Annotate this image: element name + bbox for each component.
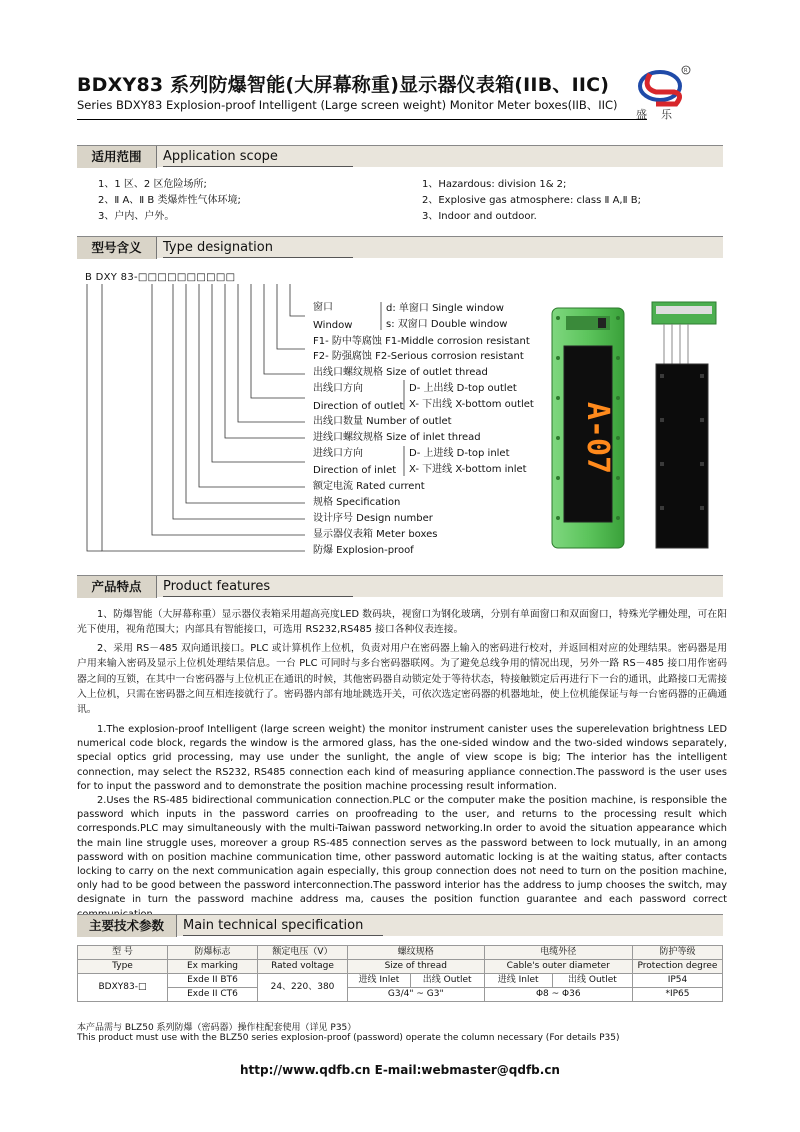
label-outlet-number: 出线口数量 Number of outlet (313, 416, 452, 427)
led-display-text: A-07 (580, 401, 615, 475)
table-header-row-en (78, 960, 723, 974)
product-image (548, 298, 726, 552)
th-ip-cn: 防护等级 (633, 946, 723, 960)
cell-cable: Φ8 ~ Φ36 (484, 988, 632, 1002)
table-row (78, 974, 723, 988)
section-title-cn: 产品特点 (77, 576, 157, 598)
cell-ex-1: Exde II BT6 (168, 974, 258, 988)
section-title-cn: 主要技术参数 (77, 915, 177, 937)
feature-paragraph-en-1: 1.The explosion-proof Intelligent (large screen weight) the monitor instrument canister uses the superelevation brightness LED numerical code block, regards the window is the armored glass, has the one-sided window and the two-sided windows separately, special optics grid processing, may use under the sunlight, the angle of view scope is big; The interior has the intelligent connection, may select the RS232, RS485 connection each kind of measuring appliance connection.The password is the user uses for to input the password and to demonstrate the position machine processing result information. (77, 724, 727, 792)
label-bottom-outlet: X- 下出线 X-bottom outlet (409, 399, 534, 410)
section-underline (183, 935, 383, 936)
label-double-window: s: 双窗口 Double window (386, 319, 508, 330)
section-title-en: Application scope (163, 149, 278, 164)
note-en: This product must use with the BLZ50 series explosion-proof (password) operate the column necessary (For details P35) (77, 1033, 620, 1043)
th-voltage-cn: 额定电压（V） (258, 946, 348, 960)
label-top-inlet: D- 上进线 D-top inlet (409, 448, 510, 459)
cell-cable-outlet: 出线 Outlet (552, 974, 632, 988)
scope-item: 3、户内、户外。 (98, 211, 175, 222)
cell-ex-2: Exde II CT6 (168, 988, 258, 1002)
scope-item: 2、Explosive gas atmosphere: class Ⅱ A,Ⅱ B; (422, 195, 641, 206)
scope-item: 1、Hazardous: division 1& 2; (422, 179, 567, 190)
th-thread-en: Size of thread (348, 960, 485, 974)
cell-thread-outlet: 出线 Outlet (410, 974, 484, 988)
feature-paragraph-cn-1: 1、防爆智能（大屏幕称重）显示器仪表箱采用超高亮度LED 数码块，视窗口为钢化玻璃，分别有单面窗口和双面窗口，特殊光学栅处理，可在阳光下使用，视角范围大；内部具有智能接口，可选用 RS232,RS485 接口各种仪表连接。 (77, 609, 727, 636)
label-outlet-direction-en: Direction of outlet (313, 401, 404, 412)
type-code: B DXY 83-□□□□□□□□□□ (85, 272, 236, 283)
page-title: BDXY83 系列防爆智能(大屏幕称重)显示器仪表箱(IIB、IIC) (77, 74, 610, 96)
section-bar-features (77, 575, 723, 597)
section-bar-spec (77, 914, 723, 936)
label-window-en: Window (313, 320, 353, 331)
cell-thread-inlet: 进线 Inlet (348, 974, 411, 988)
registered-mark: R (684, 68, 688, 74)
section-title-cn: 适用范围 (77, 146, 157, 168)
label-design-number: 设计序号 Design number (313, 513, 433, 524)
label-rated-current: 额定电流 Rated current (313, 481, 425, 492)
section-title-cn: 型号含义 (77, 237, 157, 259)
label-meter-boxes: 显示器仪表箱 Meter boxes (313, 529, 438, 540)
footer-contact[interactable]: http://www.qdfb.cn E-mail:webmaster@qdfb.cn (240, 1063, 560, 1077)
label-inlet-direction-cn: 进线口方向 (313, 448, 363, 459)
label-outlet-direction-cn: 出线口方向 (313, 383, 363, 394)
label-specification: 规格 Specification (313, 497, 401, 508)
label-f1: F1- 防中等腐蚀 F1-Middle corrosion resistant (313, 336, 530, 347)
label-window-cn: 窗口 (313, 302, 333, 313)
scope-item: 2、Ⅱ A、Ⅱ B 类爆炸性气体环境; (98, 195, 241, 206)
feature-paragraph-cn-2: 2、采用 RS－485 双向通讯接口。PLC 或计算机作上位机，负责对用户在密码器上输入的密码进行校对，并返回相对应的处理结果。密码器是用户用来输入密码及显示上位机处理结果信息。一台 PLC 可同时与多台密码器联网。为了避免总线争用的情况出现，另外一路 RS－485 接口用作密码器之间的互锁，在其中一台密码器与上位机正在通讯的时候，其他密码器自动锁定处于等待状态，特接触锁定后再进行下一台的通讯，此路接口无需接入上位机，只需在密码器之间互相连接就行了。密码器内部有地址跳选开关，可依次选定密码器的机器地址，使上位机能保证与每一台密码器的正确通讯。 (77, 643, 727, 716)
scope-item: 3、Indoor and outdoor. (422, 211, 537, 222)
th-type-cn: 型 号 (78, 946, 168, 960)
brand-logo-text: 盛乐 (636, 108, 686, 121)
feature-paragraph-en-2: 2.Uses the RS-485 bidirectional communication connection.PLC or the computer make the position machine, is responsible the password which inputs in the password carries on proofreading to the user, and returns to the processing result which corresponds.PLC may simultaneously with the multi-Taiwan password networking.In order to avoid the situation appearance which the main line struggle uses, moreover a group RS-485 connection serves as the password between to lock mutually, in an among password with on position machine communication time, other password automatic locking is at the waiting status, after contacts locking to carry on the next communication again especially, this group connection does not need to turn on the position machine, only had to be good between the password interconnection.The password interior has the address to jump chooses the switch, may designate in turn the password machine address ma, causes the position function guarantee and each password correct (77, 795, 727, 906)
th-voltage-en: Rated voltage (258, 960, 348, 974)
table-header-row-cn (78, 946, 723, 960)
label-inlet-thread: 进线口螺纹规格 Size of inlet thread (313, 432, 481, 443)
section-title-en: Main technical specification (183, 918, 364, 933)
label-bottom-inlet: X- 下进线 X-bottom inlet (409, 464, 527, 475)
scope-item: 1、1 区、2 区危险场所; (98, 179, 207, 190)
th-cable-cn: 电缆外径 (484, 946, 632, 960)
th-ip-en: Protection degree (633, 960, 723, 974)
label-explosion-proof: 防爆 Explosion-proof (313, 545, 414, 556)
page-subtitle: Series BDXY83 Explosion-proof Intelligent (Large screen weight) Monitor Meter boxes(IIB、IIC) (77, 98, 618, 112)
section-underline (163, 596, 353, 597)
th-thread-cn: 螺纹规格 (348, 946, 485, 960)
section-title-en: Type designation (163, 240, 273, 255)
cell-type: BDXY83-□ (78, 974, 168, 1002)
label-single-window: d: 单窗口 Single window (386, 303, 504, 314)
label-f2: F2- 防强腐蚀 F2-Serious corrosion resistant (313, 351, 524, 362)
th-type-en: Type (78, 960, 168, 974)
section-title-en: Product features (163, 579, 271, 594)
spec-table (77, 945, 723, 1002)
th-ex-cn: 防爆标志 (168, 946, 258, 960)
th-ex-en: Ex marking (168, 960, 258, 974)
label-inlet-direction-en: Direction of inlet (313, 465, 397, 476)
cell-thread: G3/4" ~ G3" (348, 988, 485, 1002)
table-row (78, 988, 723, 1002)
note-cn: 本产品需与 BLZ50 系列防爆（密码器）操作柱配套使用（详见 P35） (77, 1023, 357, 1033)
cell-voltage: 24、220、380 (258, 974, 348, 1002)
th-cable-en: Cable's outer diameter (484, 960, 632, 974)
cell-ip-1: IP54 (633, 974, 723, 988)
cell-cable-inlet: 进线 Inlet (484, 974, 552, 988)
label-top-outlet: D- 上出线 D-top outlet (409, 383, 517, 394)
cell-ip-2: *IP65 (633, 988, 723, 1002)
label-outlet-thread: 出线口螺纹规格 Size of outlet thread (313, 367, 488, 378)
